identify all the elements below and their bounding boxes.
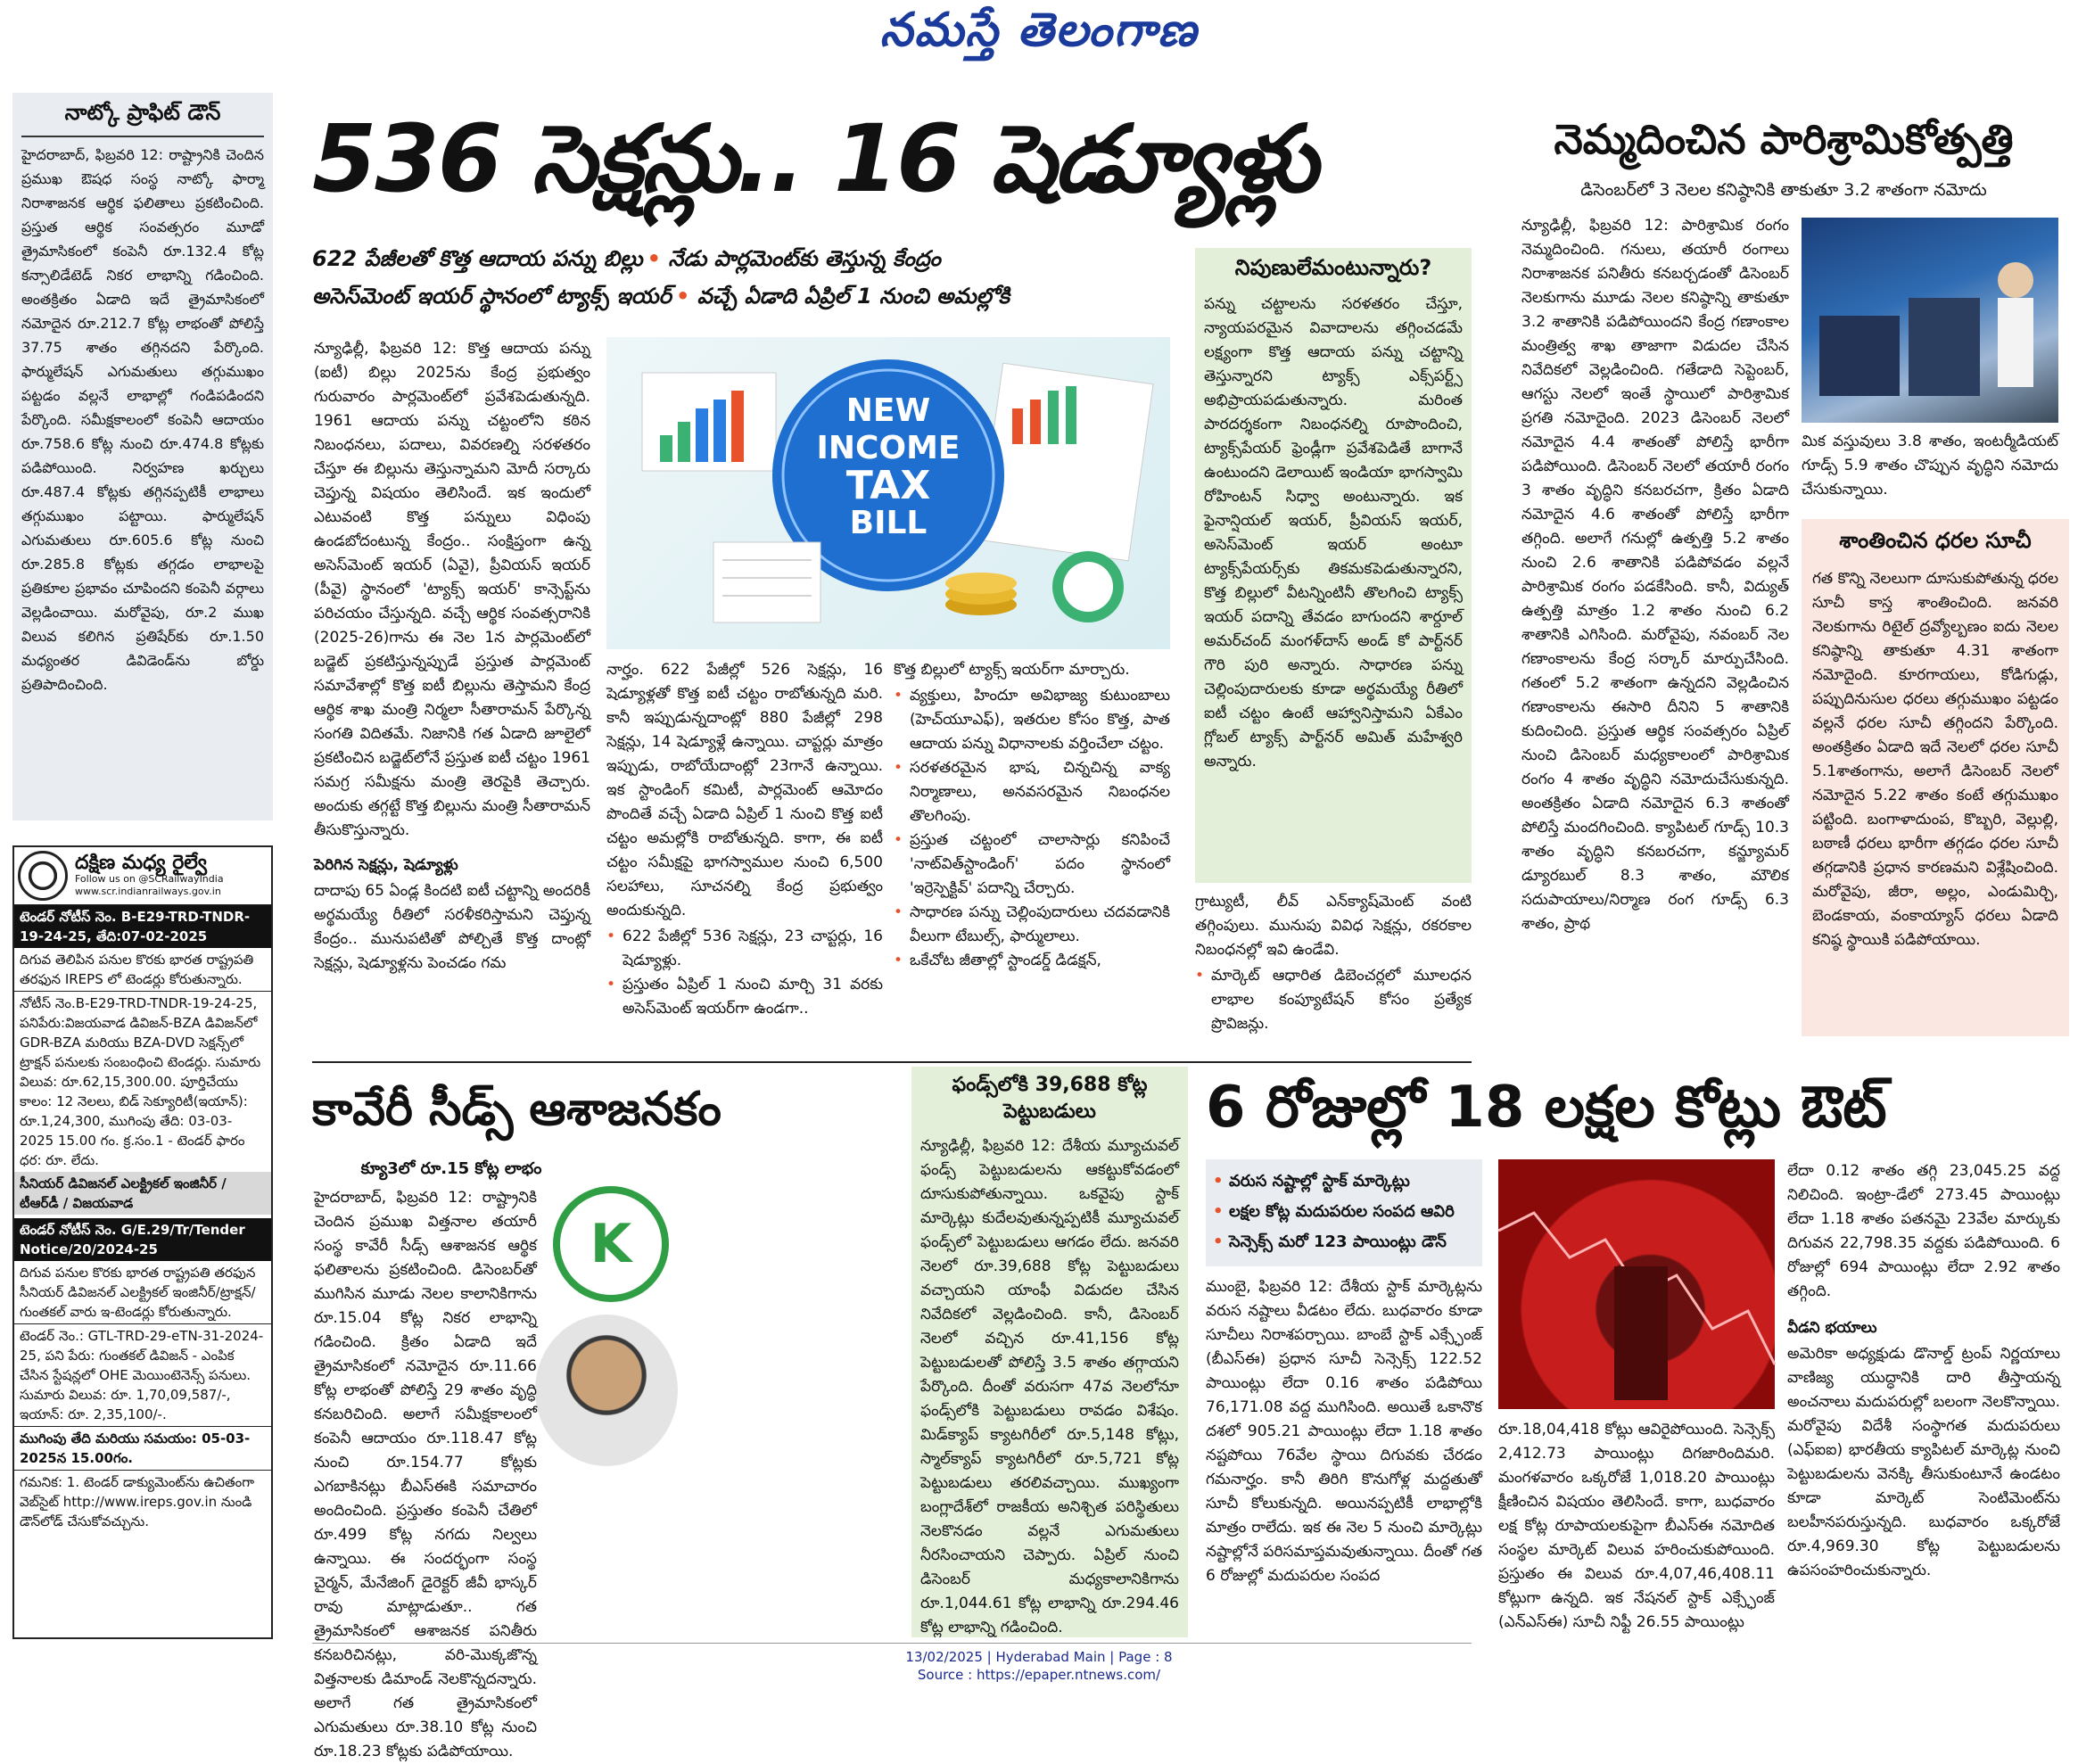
footer	[0, 1648, 2078, 1684]
image-text-new: NEW	[845, 392, 931, 429]
image-text-tax: TAX	[845, 463, 931, 508]
image-text-income: INCOME	[816, 430, 961, 466]
list-item: • సెన్సెక్స్ మరో 123 పాయింట్లు డౌన్	[1213, 1227, 1475, 1257]
kaveri-logo-icon: K	[553, 1186, 669, 1302]
main-headline: 536 సెక్షన్లు.. 16 షెడ్యూళ్లు	[312, 104, 1316, 213]
experts-after-text: గ్రాట్యుటీ, లీవ్ ఎన్‌క్యాష్‌మెంట్ వంటి తగ్గింపులు. మునుపు వివిధ సెక్షన్లు, రకరకాల నిబంధనల్లో ఇవి ఉండేవి.	[1195, 893, 1472, 959]
footer-source: Source : https://epaper.ntnews.com/	[917, 1667, 1161, 1683]
image-text-bill: BILL	[849, 505, 928, 541]
prices-title: శాంతించిన ధరల సూచీ	[1839, 528, 2032, 553]
natco-article	[12, 93, 273, 820]
factory-photo	[1802, 218, 2058, 423]
main-subheads	[312, 246, 1177, 314]
markets-bullets	[1206, 1159, 1482, 1266]
tender2-note: గమనిక: 1. టెండర్ డాక్యుమెంట్‌ను ఉచితంగా వెబ్‌సైట్ http://www.ireps.gov.in నుండి డౌన్‌లోడ్ చేసుకోవచ్చును.	[14, 1470, 271, 1533]
markets-body-mid: రూ.18,04,418 కోట్లు ఆవిరైపోయింది. సెన్సెక్స్ 2,412.73 పాయింట్లు దిగజారిందిమరి. మంగళవారం ఒక్కరోజే 1,018.20 పాయింట్లు క్షీణించిన విషయం తెలిసిందే. కాగా, బుధవారం లక్ష కోట్ల రూపాయలకుపైగా బీఎస్‌ఈ నమోదిత సంస్థల మార్కెట్ విలువ హరించుకుపోయింది. ప్రస్తుతం ఈ విలువ రూ.4,07,46,408.11 కోట్లుగా ఉన్నది. ఇక నేషనల్ స్టాక్ ఎక్స్ఛేంజ్ (ఎన్‌ఎస్‌ఈ) సూచీ నిఫ్టీ 26.55 పాయింట్లు	[1498, 1421, 1775, 1631]
list-item: • మార్కెట్ ఆధారిత డిబెంచర్లలో మూలధన లాభాల కంప్యూటేషన్ కోసం ప్రత్యేక ప్రొవిజన్లు.	[1195, 964, 1472, 1036]
tender2-closing: ముగింపు తేది మరియు సమయం: 05-03-2025న 15.00గం.	[14, 1426, 271, 1470]
funds-title: ఫండ్స్‌లోకి 39,688 కోట్ల పెట్టుబడులు	[952, 1074, 1148, 1123]
markets-right-subhead: వీడని భయాలు	[1787, 1319, 1877, 1337]
list-item: • సరళతరమైన భాష, చిన్నచిన్న వాక్య నిర్మాణాలు, అనవసరమైన నిబంధనల తొలగింపు.	[894, 756, 1170, 828]
list-item: • ఒకేచోట జీతాల్లో స్టాండర్డ్ డిడక్షన్,	[894, 949, 1170, 973]
markets-body-right	[1787, 1159, 2060, 1641]
tender1-details: నోటీస్ నెం.B-E29-TRD-TNDR-19-24-25, పనిపేరు:విజయవాడ డివిజన్-BZA డివిజన్‌లో GDR-BZA మరియు BZA-DVD సెక్షన్స్‌లో ట్రాక్షన్ పనులకు సంబంధించి టెండర్లు. సుమారు విలువ: రూ.62,15,300.00. పూర్తిచేయు కాలం: 12 నెలలు, బిడ్ సెక్యూరిటీ(ఇయాన్): రూ.1,24,300, ముగింపు తేది: 03-03-2025 15.00 గం. క్ర.సం.1 - టెండర్ ఫారం ధర: రూ. లేదు.	[14, 991, 271, 1172]
railway-website: www.scr.indianrailways.gov.in	[75, 886, 221, 897]
kaveri-subhead: క్యూ3లో రూ.15 కోట్ల లాభం	[360, 1159, 542, 1178]
experts-box	[1195, 248, 1472, 883]
tender1-signature: సీనియర్ డివిజనల్ ఎలక్ట్రికల్ ఇంజినీర్ / టీఆర్‌డీ / విజయవాడ	[14, 1172, 271, 1215]
prices-body: గత కొన్ని నెలలుగా దూసుకుపోతున్న ధరల సూచీ కాస్త శాంతించింది. జనవరి నెలకుగాను రిటైల్ ద్రవ్యోల్బణం ఐదు నెలల కనిష్ఠాన్ని తాకుతూ 4.31 శాతంగా నమోదైంది. కూరగాయలు, కోడిగుడ్లు, పప్పుదినుసుల ధరలు తగ్గుముఖం పట్టడం వల్లనే ధరల సూచీ తగ్గిందని పేర్కొంది. అంతక్రితం ఏడాది ఇదే నెలలో ధరల సూచీ 5.1శాతంగాను, అలాగే డిసెంబర్ నెలలో నమోదైన 5.22 శాతం కంటే తగ్గుముఖం పట్టింది. బంగాళాదుంప, కొబ్బరి, వెల్లుల్లి, బఠాణీ ధరలు భారీగా తగ్గడం ధరల సూచీ తగ్గడానికి ప్రధాన కారణమని విశ్లేషించింది. మరోవైపు, జీరా, అల్లం, ఎండుమిర్చి, బెండకాయ, వంకాయ్యాస్ ధరలు ఏడాది కనిష్ఠ స్థాయికి పడిపోయాయి.	[1812, 570, 2058, 949]
tender2-body: దిగువ పనుల కొరకు భారత రాష్ట్రపతి తరఫున సీనియర్ డివిజనల్ ఎలక్ట్రికల్ ఇంజినీర్/ట్రాక్షన్/గుంతకల్ వారు ఇ-టెండర్లు కోరుతున్నారు.	[20, 1265, 256, 1320]
markets-headline: 6 రోజుల్లో 18 లక్షల కోట్లు ఔట్	[1206, 1075, 1887, 1141]
experts-title: నిపుణులేమంటున్నారు?	[1234, 255, 1432, 280]
tender1-heading: టెండర్ నోటీస్ నెం. B-E29-TRD-TNDR-19-24-25, తేది:07-02-2025	[14, 905, 271, 948]
natco-headline: నాట్కో ప్రాఫిట్ డౌన్	[21, 100, 264, 137]
list-item: • వరుస నష్టాల్లో స్టాక్ మార్కెట్లు	[1213, 1166, 1475, 1197]
experts-body: పన్ను చట్టాలను సరళతరం చేస్తూ, న్యాయపరమైన వివాదాలను తగ్గించడమే లక్ష్యంగా కొత్త ఆదాయ పన్ను చట్టాన్ని తెస్తున్నారని ట్యాక్స్ ఎక్స్‌పర్ట్స్ అభిప్రాయపడుతున్నారు. మరింత పారదర్శకంగా నిబంధనల్ని రూపొందించి, ట్యాక్స్‌పేయర్ ఫ్రెండ్లీగా ప్రవేశపెడితే బాగానే ఉంటుందని డెలాయిట్ ఇండియా భాగస్వామి రోహింటన్ సిధ్వా అంటున్నారు. ఇక ఫైనాన్షియల్ ఇయర్, ప్రీవియస్ ఇయర్, అసెస్‌మెంట్ ఇయర్ అంటూ ట్యాక్స్‌పేయర్స్‌కు తికమకపెడుతున్నారని, కొత్త బిల్లులో వీటన్నింటినీ తొలగించి ట్యాక్స్ ఇయర్ పదాన్ని తేవడం బాగుందని శార్దూల్ అమర్‌చంద్ మంగళ్‌దాస్ అండ్ కో పార్ట్‌నర్ గౌరి పురి అన్నారు. సాధారణ పన్ను చెల్లింపుదారులకు కూడా అర్థమయ్యే రీతిలో ఐటీ చట్టం ఉంటే ఆహ్వానిస్తామని ఏకేఎం గ్లోబల్ ట్యాక్స్ పార్ట్‌నర్ అమిత్ మహేశ్వరి అన్నారు.	[1204, 295, 1463, 771]
experts-after	[1195, 890, 1472, 1051]
list-item: • వ్యక్తులు, హిందూ అవిభాజ్య కుటుంబాలు (హెచ్‌యూఎఫ్), ఇతరుల కోసం కొత్త, పాత ఆదాయ పన్ను విధానాలకు వర్తించేలా చట్టం.	[894, 684, 1170, 756]
industry-body-right: మిక వస్తువులు 3.8 శాతం, ఇంటర్మీడియట్ గూడ్స్ 5.9 శాతం చొప్పున వృద్ధిని నమోదు చేసుకున్నాయి.	[1802, 433, 2058, 499]
main-body-mid2	[894, 658, 1170, 1051]
masthead-title: నమస్తే తెలంగాణ	[879, 3, 1199, 57]
railway-logo-icon	[18, 851, 68, 901]
tender1-body: దిగువ తెలిపిన పనుల కొరకు భారత రాష్ట్రపతి తరఫున IREPS లో టెండర్లు కోరుతున్నారు.	[20, 952, 254, 987]
kaveri-headline: కావేరీ సీడ్స్ ఆశాజనకం	[312, 1083, 722, 1136]
main-body-left-text2: దాదాపు 65 ఏండ్ల కిందటి ఐటీ చట్టాన్ని అందరికీ అర్థమయ్యే రీతిలో సరళీకరిస్తామని చెప్తున్న కేంద్రం.. మునుపటితో పోల్చితే కొత్త దాంట్లో సెక్షన్లు, షెడ్యూళ్లను పెంచడం గమ	[314, 882, 590, 972]
tender2-heading: టెండర్ నోటీస్ నెం. G/E.29/Tr/Tender Notice/20/2024-25	[14, 1218, 271, 1261]
bottom-divider	[312, 1643, 1472, 1644]
natco-body: హైదరాబాద్, ఫిబ్రవరి 12: రాష్ట్రానికి చెందిన ప్రముఖ ఔషధ సంస్థ నాట్కో ఫార్మా నిరాశాజనక ఆర్థిక ఫలితాలు ప్రకటించింది. ప్రస్తుత ఆర్థిక సంవత్సరం మూడో త్రైమాసికంలో కంపెనీ రూ.132.4 కోట్ల కన్సాలిడేటెడ్ నికర లాభాన్ని గడించింది. అంతక్రితం ఏడాది ఇదే త్రైమాసికంలో నమోదైన రూ.212.7 కోట్ల లాభంతో పోలిస్తే 37.75 శాతం తగ్గినదని పేర్కొంది. ఫార్ములేషన్ ఎగుమతులు తగ్గుముఖం పట్టడం వల్లనే లాభాల్లో గండిపడిందని పేర్కొంది. సమీక్షకాలంలో కంపెనీ ఆదాయం రూ.758.6 కోట్ల నుంచి రూ.474.8 కోట్లకు పడిపోయింది. నిర్వహణ ఖర్చులు రూ.487.4 కోట్లకు తగ్గినప్పటికీ లాభాలు తగ్గుముఖం పట్టాయి. ఫార్ములేషన్ ఎగుమతులు రూ.605.6 కోట్ల నుంచి రూ.285.8 కోట్లకు తగ్గడం లాభాలపై ప్రతికూల ప్రభావం చూపిందని కంపెనీ వర్గాలు వెల్లడించాయి. మరోవైపు, రూ.2 ముఖ విలువ కలిగిన ప్రతిషేర్‌కు రూ.1.50 మధ్యంతర డివిడెండ్‌ను బోర్డు ప్రతిపాదించింది.	[21, 146, 264, 693]
list-item: • 622 పేజీల్లో 536 సెక్షన్లు, 23 చాప్టర్లు, 16 షెడ్యూళ్లు.	[606, 925, 883, 973]
kaveri-body: హైదరాబాద్, ఫిబ్రవరి 12: రాష్ట్రానికి చెందిన ప్రముఖ విత్తనాల తయారీ సంస్థ కావేరీ సీడ్స్ ఆశాజనక ఆర్థిక ఫలితాలను ప్రకటించింది. డిసెంబర్‌తో ముగిసిన మూడు నెలల కాలానికిగాను రూ.15.04 కోట్ల నికర లాభాన్ని గడించింది. క్రితం ఏడాది ఇదే త్రైమాసికంలో నమోదైన రూ.11.66 కోట్ల లాభంతో పోలిస్తే 29 శాతం వృద్ధి కనబరిచింది. అలాగే సమీక్షకాలంలో కంపెనీ ఆదాయం రూ.118.47 కోట్ల నుంచి రూ.154.77 కోట్లకు ఎగబాకినట్లు బీఎస్‌ఈకి సమాచారం అందించింది. ప్రస్తుతం కంపెనీ చేతిలో రూ.499 కోట్ల నగదు నిల్వలు ఉన్నాయి. ఈ సందర్భంగా సంస్థ చైర్మన్, మేనేజింగ్ డైరెక్టర్ జీవీ భాస్కర్ రావు మాట్లాడుతూ.. గత త్రైమాసికంలో ఆశాజనక పనితీరు కనబరిచినట్లు, వరి-మొక్కజొన్న విత్తనాలకు డిమాండ్ నెలకొన్నదన్నారు. అలాగే గత త్రైమాసికంలో ఎగుమతులు రూ.38.10 కోట్ల నుంచి రూ.18.23 కోట్లకు పడిపోయాయి.	[314, 1189, 537, 1760]
list-item: • సాధారణ పన్ను చెల్లింపుదారులు చదవడానికి వీలుగా టేబుల్స్, ఫార్ములాలు.	[894, 901, 1170, 949]
list-item: • ప్రస్తుత చట్టంలో చాలాసార్లు కనిపించే 'నాట్‌విత్‌స్టాండింగ్' పదం స్థానంలో 'ఇర్రెస్పెక్టివ్' పదాన్ని చేర్చారు.	[894, 828, 1170, 901]
prices-box	[1802, 519, 2069, 1036]
subhead-1b: నేడు పార్లమెంట్‌కు తెస్తున్న కేంద్రం	[668, 246, 941, 271]
main-mid2-bullets	[894, 684, 1170, 973]
markets-body-right-text2: అమెరికా అధ్యక్షుడు డొనాల్డ్ ట్రంప్ నిర్ణయాలు వాణిజ్య యుద్ధానికి దారి తీస్తాయన్న అంచనాలు మదుపరుల్లో బలంగా నెలకొన్నాయి. మరోవైపు విదేశీ సంస్థాగత మదుపరులు (ఎఫ్‌ఐఐ) భారతీయ క్యాపిటల్ మార్కెట్ల నుంచి పెట్టుబడులను వెనక్కి తీసుకుంటూనే ఉండటం కూడా మార్కెట్ సెంటిమెంట్‌ను బలహీనపరుస్తున్నది. బుధవారం ఒక్కరోజే రూ.4,969.30 కోట్ల పెట్టుబడులను ఉపసంహరించుకున్నారు.	[1787, 1345, 2060, 1579]
main-mid-bullets	[606, 925, 883, 1021]
industry-headline: నెమ్మదించిన పారిశ్రామికోత్పత్తి	[1554, 115, 2014, 163]
industry-subhead: డిసెంబర్‌లో 3 నెలల కనిష్ఠానికి తాకుతూ 3.2 శాతంగా నమోదు	[1580, 180, 1987, 200]
main-body-mid	[606, 658, 883, 1051]
main-body-mid2-text: కొత్త బిల్లులో ట్యాక్స్ ఇయర్‌గా మార్చారు.	[894, 661, 1130, 679]
subhead-2a: అసెస్‌మెంట్ ఇయర్ స్థానంలో ట్యాక్స్ ఇయర్	[312, 284, 672, 309]
markets-body-left: ముంబై, ఫిబ్రవరి 12: దేశీయ స్టాక్ మార్కెట్లను వరుస నష్టాలు వీడటం లేదు. బుధవారం కూడా సూచీలు నిరాశపర్చాయి. బాంబే స్టాక్ ఎక్స్ఛేంజ్ (బీఎస్‌ఈ) ప్రధాన సూచీ సెన్సెక్స్ 122.52 పాయింట్లు లేదా 0.16 శాతం పడిపోయి 76,171.08 వద్ద ముగిసింది. అయితే ఒకానొక దశలో 905.21 పాయింట్లు లేదా 1.18 శాతం నష్టపోయి 76వేల స్థాయి దిగువకు చేరడం గమనార్హం. కానీ తిరిగి కొనుగోళ్ల మద్దతుతో సూచీ కోలుకున్నది. అయినప్పటికీ లాభాల్లోకి మాత్రం రాలేదు. ఇక ఈ నెల 5 నుంచి మార్కెట్లు నష్టాల్లోనే పరిసమాప్తమవుతున్నాయి. దీంతో గత 6 రోజుల్లో మదుపరుల సంపద	[1206, 1278, 1482, 1585]
bullet-dot: •	[675, 284, 697, 309]
bullet-dot: •	[647, 246, 669, 271]
funds-box	[911, 1067, 1188, 1637]
list-item: • ప్రస్తుతం ఏప్రిల్ 1 నుంచి మార్చి 31 వరకు అసెస్‌మెంట్ ఇయర్‌గా ఉండగా..	[606, 973, 883, 1021]
railway-title: దక్షిణ మధ్య రైల్వే	[75, 852, 207, 874]
tender2-details: టెండర్ నెం.: GTL-TRD-29-eTN-31-2024-25, పని పేరు: గుంతకల్ డివిజన్ - ఎంపిక చేసిన స్టేషన్లలో OHE మెయింటెనెన్స్ పనులు. సుమారు విలువ: రూ. 1,70,09,587/-, ఇయాన్: రూ. 2,35,100/-.	[14, 1323, 271, 1426]
railway-follow: Follow us on @SCRailwayIndia	[75, 873, 224, 885]
main-body-left	[314, 337, 590, 1015]
stock-market-photo	[1498, 1159, 1775, 1409]
chairman-photo	[535, 1315, 678, 1466]
stock-chart-illustration	[1498, 1159, 1775, 1409]
markets-body-right-text: లేదా 0.12 శాతం తగ్గి 23,045.25 వద్ద నిలిచింది. ఇంట్రా-డేలో 273.45 పాయింట్లు లేదా 1.18 శాతం పతనమై 23వేల మార్కుకు దిగువన 22,798.35 వద్దకు పడిపోయింది. 6 రోజుల్లో 694 పాయింట్లు లేదా 2.92 శాతం తగ్గింది.	[1787, 1162, 2060, 1300]
section-divider	[312, 1061, 1472, 1063]
masthead	[0, 0, 2078, 71]
main-body-left-subhead: పెరిగిన సెక్షన్లు, షెడ్యూళ్లు	[314, 856, 458, 874]
railway-tender-ad	[12, 845, 273, 1639]
factory-illustration	[1802, 218, 2058, 423]
industry-body-left: న్యూఢిల్లీ, ఫిబ్రవరి 12: పారిశ్రామిక రంగం నెమ్మదించింది. గనులు, తయారీ రంగాలు నిరాశాజనక పనితీరు కనబర్చడంతో డిసెంబర్ నెలకుగాను మూడు నెలల కనిష్ఠాన్ని తాకుతూ 3.2 శాతానికి పడిపోయిందని కేంద్ర గణాంకాల మంత్రిత్వ శాఖ తాజాగా విడుదల చేసిన నివేదికలో వెల్లడించింది. గతేడాది సెప్టెంబర్, ఆగస్టు నెలలో ఇంతే స్థాయిలో పారిశ్రామిక ప్రగతి నమోదైంది. 2023 డిసెంబర్ నెలలో నమోదైన 4.4 శాతంతో పోలిస్తే భారీగా పడిపోయింది. డిసెంబర్ నెలలో తయారీ రంగం 3 శాతం వృద్ధిని కనబరచగా, క్రితం ఏడాది నమోదైన 4.6 శాతంతో పోలిస్తే భారీగా తగ్గింది. అలాగే గనుల్లో ఉత్పత్తి 5.2 శాతం నుంచి 2.6 శాతానికి పడిపోవడం వల్లనే పారిశ్రామిక రంగం పడకేసింది. కానీ, విద్యుత్ ఉత్పత్తి మాత్రం 1.2 శాతం నుంచి 6.2 శాతానికి ఎగిసింది. మరోవైపు, నవంబర్ నెల గణాంకాలను కేంద్ర సర్కార్ మార్పుచేసింది. గతంలో 5.2 శాతంగా ఉన్నదని వెల్లడించిన గణాంకాలను ఈసారి దీనిని 5 శాతానికి కుదించింది. ప్రస్తుత ఆర్థిక సంవత్సరం ఏప్రిల్ నుంచి డిసెంబర్ మధ్యకాలంలో పారిశ్రామిక రంగం 4 శాతం వృద్ధిని నమోదుచేసుకున్నది. అంతక్రితం ఏడాది నమోదైన 6.3 శాతంతో పోలిస్తే మందగించింది. క్యాపిటల్ గూడ్స్ 10.3 శాతం వృద్ధిని కనబరచగా, కన్జ్యూమర్ డ్యూరబుల్ 8.3 శాతం, మౌలిక సదుపాయాలు/నిర్మాణ రంగ గూడ్స్ 6.3 శాతం, ప్రాథ	[1521, 217, 1789, 933]
subhead-1a: 622 పేజీలతో కొత్త ఆదాయ పన్ను బిల్లు	[312, 246, 643, 271]
subhead-2b: వచ్చే ఏడాది ఏప్రిల్ 1 నుంచి అమల్లోకి	[697, 284, 1010, 309]
footer-date-page: 13/02/2025 | Hyderabad Main | Page : 8	[905, 1649, 1173, 1665]
main-body-mid-text: నార్హం. 622 పేజీల్లో 526 సెక్షన్లు, 16 షెడ్యూళ్లతో కొత్త ఐటీ చట్టం రాబోతున్నది మరి. కానీ ఇప్పుడున్నదాంట్లో 880 పేజీల్లో 298 సెక్షన్లు, 14 షెడ్యూళ్లే ఉన్నాయి. చాప్టర్లు మాత్రం ఇప్పుడు, రాబోయేదాంట్లో 23గానే ఉన్నాయి. ఇక స్టాండింగ్ కమిటీ, పార్లమెంట్ ఆమోదం పొందితే వచ్చే ఏడాది ఏప్రిల్ 1 నుంచి కొత్త ఐటీ చట్టం అమల్లోకి రాబోతున్నది. కాగా, ఈ ఐటీ చట్టం సమీక్షపై భాగస్వాముల నుంచి 6,500 సలహాలు, సూచనల్ని కేంద్ర ప్రభుత్వం అందుకున్నది.	[606, 661, 883, 919]
funds-body: న్యూఢిల్లీ, ఫిబ్రవరి 12: దేశీయ మ్యూచువల్ ఫండ్స్ పెట్టుబడులను ఆకట్టుకోవడంలో దూసుకుపోతున్నాయి. ఒకవైపు స్టాక్ మార్కెట్లు కుదేలవుతున్నప్పటికీ మ్యూచువల్ ఫండ్స్‌లో పెట్టుబడులు ఆగడం లేదు. జనవరి నెలలో రూ.39,688 కోట్ల పెట్టుబడులు వచ్చాయని యాంఫీ విడుదల చేసిన నివేదికలో వెల్లడించింది. కానీ, డిసెంబర్ నెలలో వచ్చిన రూ.41,156 కోట్ల పెట్టుబడులతో పోలిస్తే 3.5 శాతం తగ్గాయని పేర్కొంది. దీంతో వరుసగా 47వ నెలలోనూ ఫండ్స్‌లోకి పెట్టుబడులు రావడం విశేషం. మిడ్‌క్యాప్ క్యాటగిరీలో రూ.5,148 కోట్లు, స్మాల్‌క్యాప్ క్యాటగిరీలో రూ.5,721 కోట్ల పెట్టుబడులు తరలివచ్చాయి. ముఖ్యంగా బంగ్లాదేశ్‌లో రాజకీయ అనిశ్చిత పరిస్థితులు నెలకొనడం వల్లనే ఎగుమతులు నీరసించాయని చెప్పారు. ఏప్రిల్ నుంచి డిసెంబర్ మధ్యకాలానికిగాను రూ.1,044.61 కోట్ల లాభాన్ని రూ.294.46 కోట్ల లాభాన్ని గడించింది.	[920, 1137, 1179, 1636]
list-item: • లక్షల కోట్ల మదుపరుల సంపద ఆవిరి	[1213, 1197, 1475, 1227]
main-body-left-text: న్యూఢిల్లీ, ఫిబ్రవరి 12: కొత్త ఆదాయ పన్ను (ఐటీ) బిల్లు 2025ను కేంద్ర ప్రభుత్వం గురువారం పార్లమెంట్‌లో ప్రవేశపెడుతున్నది. 1961 ఆదాయ పన్ను చట్టంలోని కఠిన నిబంధనలు, పదాలు, వివరణల్ని సరళతరం చేస్తూ ఈ బిల్లును తెస్తున్నామని మోదీ సర్కారు చెప్తున్న విషయం తెలిసిందే. ఇక ఇందులో ఎటువంటి కొత్త పన్నులు విధింపు ఉండబోదంటున్న కేంద్రం.. సంక్షిప్తంగా ఉన్న అసెస్‌మెంట్ ఇయర్ (ఏవై), ప్రీవియస్ ఇయర్ (పీవై) స్థానంలో 'ట్యాక్స్ ఇయర్' కాన్సెప్ట్‌ను పరిచయం చేస్తున్నది. వచ్చే ఆర్థిక సంవత్సరానికి (2025-26)గాను ఈ నెల 1న పార్లమెంట్‌లో బడ్జెట్ ప్రకటిస్తున్నప్పుడే ప్రస్తుత పార్లమెంట్ సమావేశాల్లో కొత్త ఐటీ బిల్లును తెస్తామని కేంద్ర ఆర్థిక శాఖ మంత్రి నిర్మలా సీతారామన్ పేర్కొన్న సంగతి విదితమే. నిజానికి గత ఏడాది జూలైలో ప్రకటించిన బడ్జెట్‌లోనే ప్రస్తుత ఐటీ చట్టం 1961 సమగ్ర సమీక్షను మంత్రి తెరపైకి తెచ్చారు. అందుకు తగ్గట్టే కొత్త బిల్లును మంత్రి సీతారామన్ తీసుకొస్తున్నారు.	[314, 340, 590, 839]
income-tax-bill-image	[606, 337, 1170, 649]
